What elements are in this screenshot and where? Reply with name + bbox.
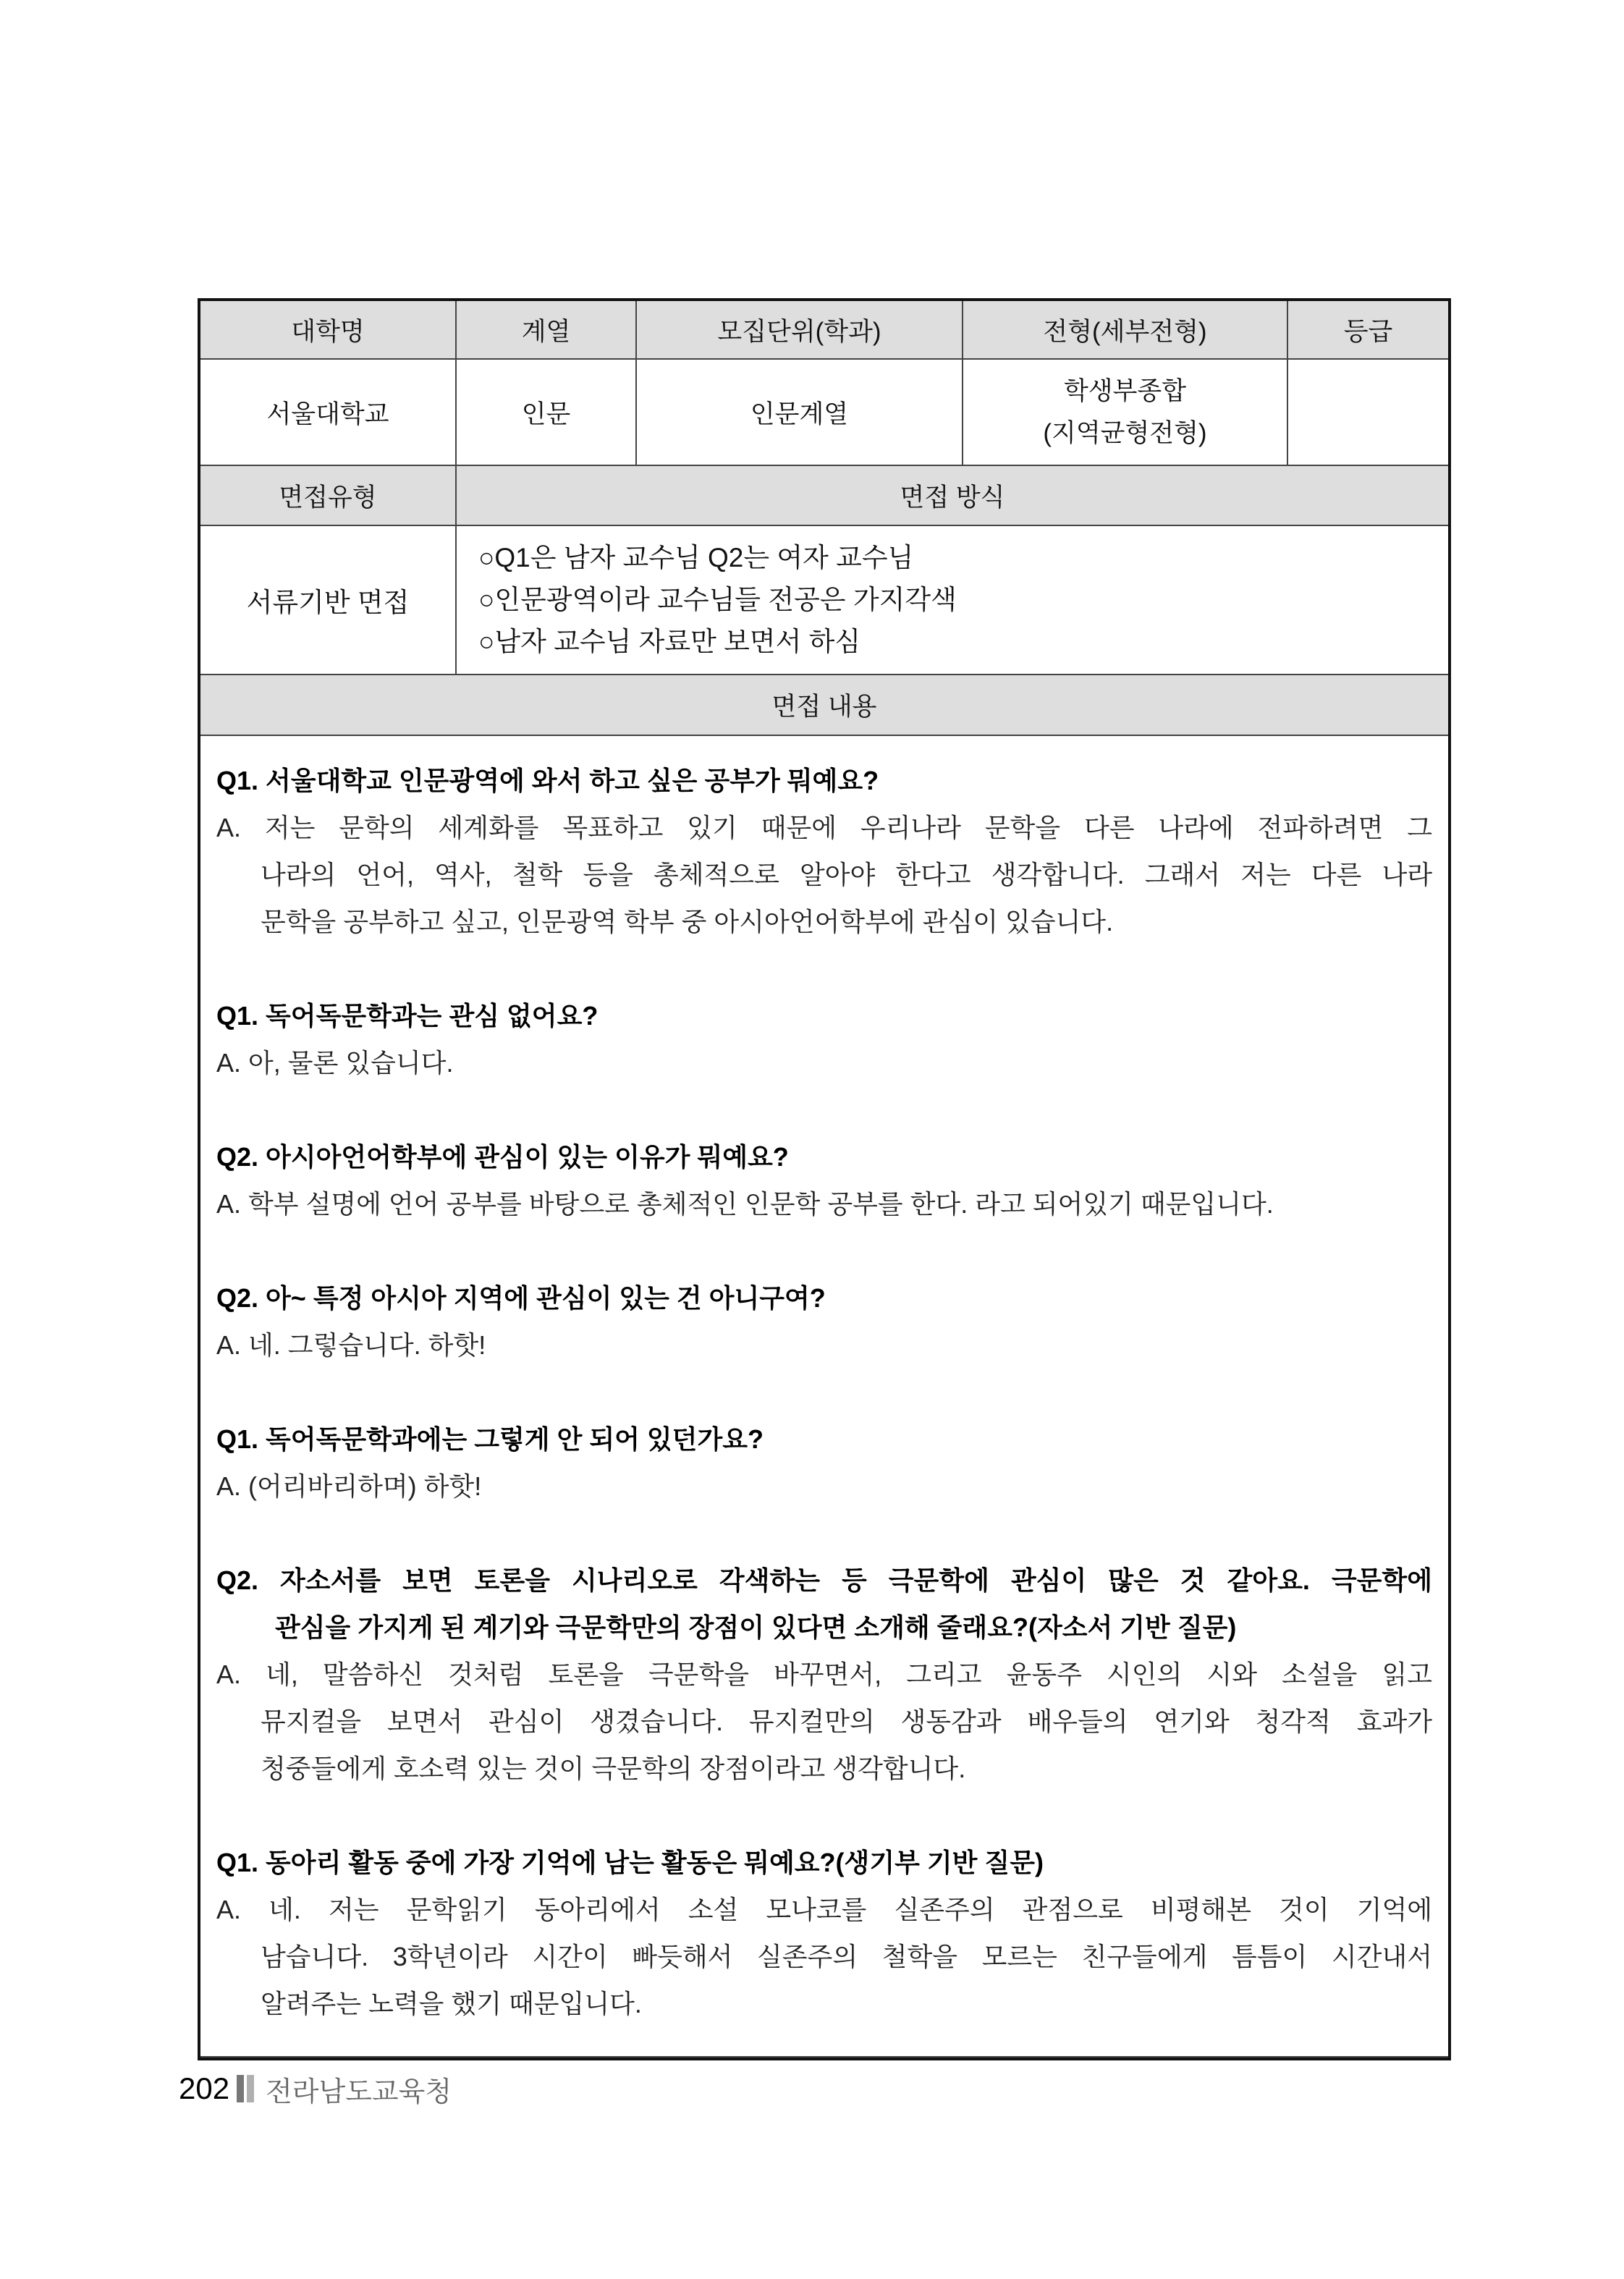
question-line: Q1. 독어독문학과에는 그렇게 안 되어 있던가요? [216,1424,764,1454]
qa-item [216,1274,1432,1369]
qa-item [216,757,1432,945]
page-footer [179,2068,452,2109]
organization-name: 전라남도교육청 [266,2076,452,2107]
interview-record-table [198,298,1451,2060]
answer-line: 남습니다. 3학년이라 시간이 빠듯해서 실존주의 철학을 모르는 친구들에게 틈틈이 시간내서 [261,1942,1432,1971]
answer-line: 문학을 공부하고 싶고, 인문광역 학부 중 아시아언어학부에 관심이 있습니다. [261,907,1114,936]
qa-item [216,1416,1432,1510]
interview-method-cell [456,525,1448,675]
page-number: 202 [179,2071,230,2105]
interview-content-label: 면접 내용 [200,675,1448,735]
answer-line: A. 네. 저는 문학읽기 동아리에서 소설 모나코를 실존주의 관점으로 비평해본 것이 기억에 [216,1895,1432,1924]
interview-type-label: 면접유형 [200,465,456,525]
answer-line: A. (어리바리하며) 하핫! [216,1471,482,1501]
header-department: 모집단위(학과) [636,301,963,359]
answer-line: A. 저는 문학의 세계화를 목표하고 있기 때문에 우리나라 문학을 다른 나라에 전파하려면 그 [216,813,1432,842]
answer-line: A. 네. 그렇습니다. 하핫! [216,1330,486,1360]
info-row [200,359,1448,465]
header-row [200,301,1448,359]
university-cell: 서울대학교 [200,359,456,465]
answer-line: 뮤지컬을 보면서 관심이 생겼습니다. 뮤지컬만의 생동감과 배우들의 연기와 청각적 효과가 [261,1707,1432,1736]
answer-line: 알려주는 노력을 했기 때문입니다. [261,1989,642,2018]
admission-cell [963,359,1287,465]
question-line: Q2. 아시아언어학부에 관심이 있는 이유가 뭐예요? [216,1142,789,1172]
qa-item [216,1839,1432,2027]
answer-line: A. 학부 설명에 언어 공부를 바탕으로 총체적인 인문학 공부를 한다. 라고 되어있기 때문입니다. [216,1189,1274,1219]
field-cell: 인문 [456,359,636,465]
answer-line: A. 아, 물론 있습니다. [216,1048,454,1078]
qa-item [216,1133,1432,1227]
method-item: ○인문광역이라 교수님들 전공은 가지각색 [478,585,957,614]
admission-line: (지역균형전형) [1043,418,1207,447]
header-grade: 등급 [1287,301,1448,359]
question-line: Q2. 자소서를 보면 토론을 시나리오로 각색하는 등 극문학에 관심이 많은 것 같아요. 극문학에 [216,1565,1432,1595]
qa-list [200,736,1448,2056]
grade-cell [1287,359,1448,465]
interview-row [200,525,1448,675]
admission-line: 학생부종합 [1063,376,1187,405]
content-header-row [200,675,1448,735]
footer-bar-dark [237,2075,244,2102]
question-line: Q1. 독어독문학과는 관심 없어요? [216,1001,599,1031]
question-line: Q1. 동아리 활동 중에 가장 기억에 남는 활동은 뭐예요?(생기부 기반 질문) [216,1848,1044,1877]
method-item: ○남자 교수님 자료만 보면서 하심 [478,627,861,656]
interview-method-label: 면접 방식 [456,465,1448,525]
answer-line: A. 네, 말씀하신 것처럼 토론을 극문학을 바꾸면서, 그리고 윤동주 시인의 시와 소설을 읽고 [216,1659,1432,1689]
interview-type-cell: 서류기반 면접 [200,525,456,675]
answer-line: 청중들에게 호소력 있는 것이 극문학의 장점이라고 생각합니다. [261,1754,966,1783]
header-university: 대학명 [200,301,456,359]
interview-header-row [200,465,1448,525]
answer-line: 나라의 언어, 역사, 철학 등을 총체적으로 알아야 한다고 생각합니다. 그래서 저는 다른 나라 [261,860,1432,889]
question-line: 관심을 가지게 된 계기와 극문학만의 장점이 있다면 소개해 줄래요?(자소서 기반 질문) [275,1612,1237,1642]
question-line: Q2. 아~ 특정 아시아 지역에 관심이 있는 건 아니구여? [216,1283,826,1313]
qa-item [216,1557,1432,1792]
method-item: ○Q1은 남자 교수님 Q2는 여자 교수님 [478,543,914,572]
header-field: 계열 [456,301,636,359]
content-cell [200,735,1448,2057]
header-admission: 전형(세부전형) [963,301,1287,359]
footer-bar-light [247,2075,254,2102]
department-cell: 인문계열 [636,359,963,465]
question-line: Q1. 서울대학교 인문광역에 와서 하고 싶은 공부가 뭐예요? [216,766,879,795]
qa-item [216,992,1432,1086]
content-row [200,735,1448,2057]
